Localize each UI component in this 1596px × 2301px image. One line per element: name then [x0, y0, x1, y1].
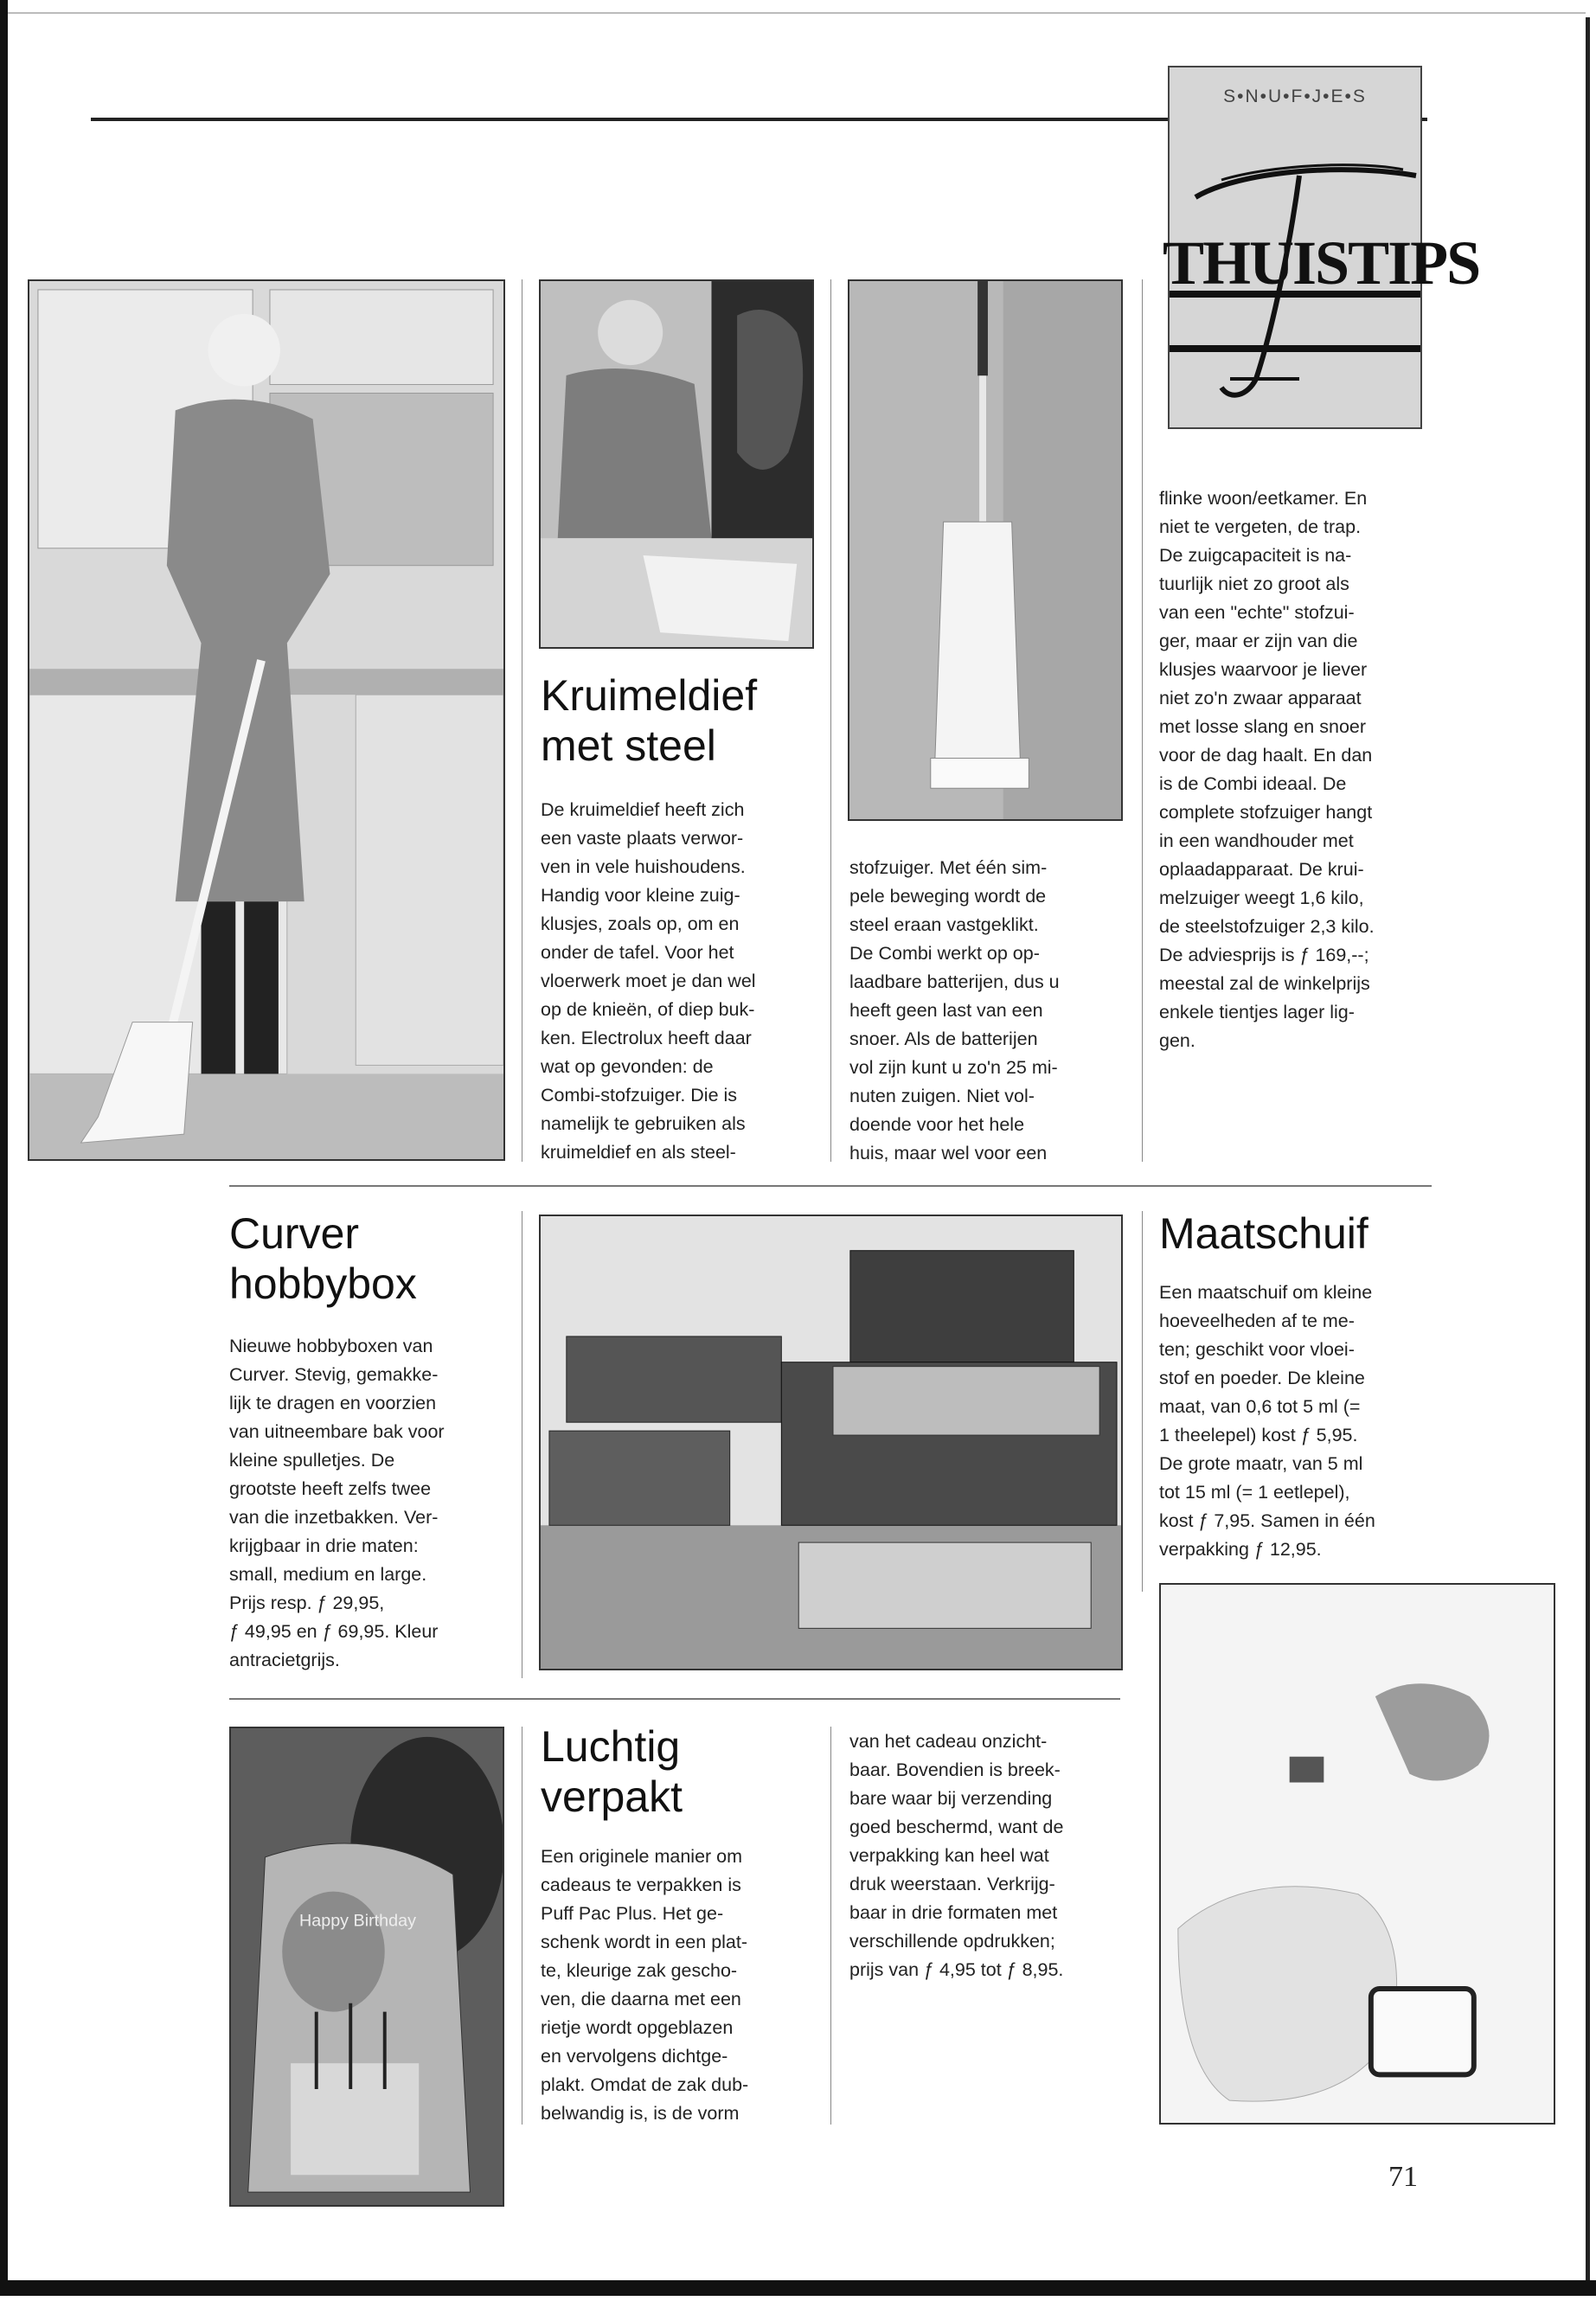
text-line: vloerwerk moet je dan wel: [541, 971, 756, 991]
page-edge-bottom: [0, 2280, 1596, 2296]
article-luchtig-verpakt: [541, 1721, 826, 1822]
kruimeldief-col2: [849, 854, 1135, 1168]
text-line: Prijs resp. ƒ 29,95,: [229, 1593, 385, 1613]
text-line: lijk te dragen en voorzien: [229, 1393, 437, 1413]
text-line: vol zijn kunt u zo'n 25 mi-: [849, 1057, 1058, 1078]
text-line: niet zo'n zwaar apparaat: [1159, 688, 1362, 708]
text-line: laadbare batterijen, dus u: [849, 971, 1060, 992]
text-line: snoer. Als de batterijen: [849, 1029, 1038, 1049]
text-line: de steelstofzuiger 2,3 kilo.: [1159, 916, 1375, 937]
text-line: van het cadeau onzicht-: [849, 1731, 1048, 1752]
text-line: huis, maar wel voor een: [849, 1143, 1048, 1163]
text-line: goed beschermd, want de: [849, 1817, 1064, 1837]
text-line: 1 theelepel) kost ƒ 5,95.: [1159, 1425, 1358, 1445]
text-line: complete stofzuiger hangt: [1159, 802, 1373, 823]
text-line: Een originele manier om: [541, 1846, 743, 1867]
photo-combi-vacuum-on-wall: [848, 279, 1123, 821]
article-kruimeldief: [541, 670, 826, 771]
text-line: verschillende opdrukken;: [849, 1931, 1055, 1952]
text-line: op de knieën, of diep buk-: [541, 999, 755, 1020]
text-line: cadeaus te verpakken is: [541, 1875, 741, 1895]
text-line: ten; geschikt voor vloei-: [1159, 1339, 1355, 1360]
kruimeldief-col3: [1159, 484, 1445, 1055]
text-line: klusjes, zoals op, om en: [541, 913, 740, 934]
text-line: en vervolgens dichtge-: [541, 2046, 728, 2067]
text-line: De adviesprijs is ƒ 169,--;: [1159, 945, 1369, 965]
text-line: niet te vergeten, de trap.: [1159, 516, 1362, 537]
text-line: van die inzetbakken. Ver-: [229, 1507, 439, 1528]
luchtig-heading-line2: verpakt: [541, 1772, 683, 1821]
thuistips-logo: [1163, 66, 1480, 429]
text-line: heeft geen last van een: [849, 1000, 1043, 1021]
text-line: flinke woon/eetkamer. En: [1159, 488, 1368, 509]
text-line: Curver. Stevig, gemakke-: [229, 1364, 439, 1385]
text-line: kost ƒ 7,95. Samen in één: [1159, 1510, 1375, 1531]
column-rule: [1142, 1211, 1143, 1592]
text-line: ken. Electrolux heeft daar: [541, 1028, 752, 1048]
text-line: belwandig is, is de vorm: [541, 2103, 740, 2124]
kruimeldief-col1: [541, 796, 826, 1167]
text-line: klusjes waarvoor je liever: [1159, 659, 1368, 680]
text-line: prijs van ƒ 4,95 tot ƒ 8,95.: [849, 1959, 1064, 1980]
page-edge-left: [0, 0, 8, 2284]
photo-man-at-table: [539, 279, 814, 649]
text-line: van een "echte" stofzui-: [1159, 602, 1355, 623]
photo-maatschuif-measuring-spoon: [1159, 1583, 1555, 2125]
curver-heading-line2: hobbybox: [229, 1259, 417, 1308]
text-line: Nieuwe hobbyboxen van: [229, 1336, 433, 1356]
text-line: bare waar bij verzending: [849, 1788, 1053, 1809]
text-line: een vaste plaats verwor-: [541, 828, 744, 849]
text-line: verpakking ƒ 12,95.: [1159, 1539, 1322, 1560]
article-maatschuif: [1159, 1208, 1445, 1259]
curver-heading-line1: Curver: [229, 1209, 360, 1258]
luchtig-col1: [541, 1843, 826, 2128]
column-rule: [1142, 279, 1143, 1162]
curver-body: [229, 1332, 515, 1675]
photo-puff-pac-gift-bag: [229, 1727, 504, 2207]
column-rule: [830, 279, 831, 1162]
section-rule: [229, 1698, 1120, 1700]
page-number: 71: [1388, 2161, 1418, 2193]
kruimeldief-heading-line1: Kruimeldief: [541, 671, 758, 720]
text-line: tot 15 ml (= 1 eetlepel),: [1159, 1482, 1350, 1503]
text-line: baar. Bovendien is breek-: [849, 1759, 1061, 1780]
text-line: antracietgrijs.: [229, 1650, 340, 1670]
text-line: stofzuiger. Met één sim-: [849, 857, 1048, 878]
text-line: hoeveelheden af te me-: [1159, 1311, 1355, 1331]
text-line: Combi-stofzuiger. Die is: [541, 1085, 738, 1106]
text-line: doende voor het hele: [849, 1114, 1025, 1135]
text-line: De kruimeldief heeft zich: [541, 799, 745, 820]
text-line: in een wandhouder met: [1159, 830, 1354, 851]
text-line: gen.: [1159, 1030, 1195, 1051]
text-line: rietje wordt opgeblazen: [541, 2017, 734, 2038]
text-line: nuten zuigen. Niet vol-: [849, 1086, 1035, 1106]
text-line: ven, die daarna met een: [541, 1989, 741, 2009]
text-line: maat, van 0,6 tot 5 ml (=: [1159, 1396, 1361, 1417]
text-line: onder de tafel. Voor het: [541, 942, 734, 963]
bag-printed-text: Happy Birthday: [298, 1911, 416, 1931]
text-line: meestal zal de winkelprijs: [1159, 973, 1370, 994]
text-line: De grote maatr, van 5 ml: [1159, 1453, 1363, 1474]
text-line: druk weerstaan. Verkrijg-: [849, 1874, 1055, 1894]
text-line: enkele tientjes lager lig-: [1159, 1002, 1355, 1022]
page-edge-top: [8, 12, 1586, 14]
text-line: melzuiger weegt 1,6 kilo,: [1159, 888, 1364, 908]
text-line: ƒ 49,95 en ƒ 69,95. Kleur: [229, 1621, 439, 1642]
maatschuif-body: [1159, 1279, 1445, 1564]
text-line: met losse slang en snoer: [1159, 716, 1367, 737]
maatschuif-heading: Maatschuif: [1159, 1209, 1368, 1258]
article-curver: [229, 1208, 515, 1309]
luchtig-heading-line1: Luchtig: [541, 1722, 681, 1771]
text-line: is de Combi ideaal. De: [1159, 773, 1347, 794]
text-line: Handig voor kleine zuig-: [541, 885, 740, 906]
text-line: grootste heeft zelfs twee: [229, 1478, 432, 1499]
text-line: pele beweging wordt de: [849, 886, 1047, 907]
text-line: small, medium en large.: [229, 1564, 427, 1585]
logo-series-label: S•N•U•F•J•E•S: [1223, 87, 1367, 106]
text-line: baar in drie formaten met: [849, 1902, 1058, 1923]
text-line: voor de dag haalt. En dan: [1159, 745, 1373, 766]
text-line: Puff Pac Plus. Het ge-: [541, 1903, 724, 1924]
text-line: plakt. Omdat de zak dub-: [541, 2074, 749, 2095]
text-line: stof en poeder. De kleine: [1159, 1368, 1365, 1388]
text-line: oplaadapparaat. De krui-: [1159, 859, 1364, 880]
text-line: te, kleurige zak gescho-: [541, 1960, 738, 1981]
text-line: ger, maar er zijn van die: [1159, 631, 1358, 651]
text-line: tuurlijk niet zo groot als: [1159, 574, 1349, 594]
section-rule: [229, 1185, 1432, 1187]
logo-title: THUISTIPS: [1163, 228, 1480, 298]
text-line: kleine spulletjes. De: [229, 1450, 395, 1471]
curver-heading: [229, 1208, 515, 1309]
text-line: kruimeldief en als steel-: [541, 1142, 736, 1163]
text-line: namelijk te gebruiken als: [541, 1113, 746, 1134]
column-rule: [830, 1727, 831, 2125]
page-edge-right: [1586, 17, 1590, 2284]
text-line: ven in vele huishoudens.: [541, 856, 746, 877]
text-line: schenk wordt in een plat-: [541, 1932, 748, 1952]
luchtig-heading: [541, 1721, 826, 1822]
text-line: krijgbaar in drie maten:: [229, 1535, 419, 1556]
photo-curver-hobbyboxes: [539, 1215, 1123, 1670]
luchtig-col2: [849, 1727, 1135, 1984]
text-line: steel eraan vastgeklikt.: [849, 914, 1039, 935]
text-line: van uitneembare bak voor: [229, 1421, 445, 1442]
kruimeldief-heading: [541, 670, 826, 771]
text-line: verpakking kan heel wat: [849, 1845, 1049, 1866]
text-line: Een maatschuif om kleine: [1159, 1282, 1373, 1303]
photo-woman-with-vacuum: [28, 279, 505, 1161]
text-line: De Combi werkt op op-: [849, 943, 1040, 964]
text-line: De zuigcapaciteit is na-: [1159, 545, 1352, 566]
text-line: wat op gevonden: de: [541, 1056, 714, 1077]
kruimeldief-heading-line2: met steel: [541, 721, 716, 770]
